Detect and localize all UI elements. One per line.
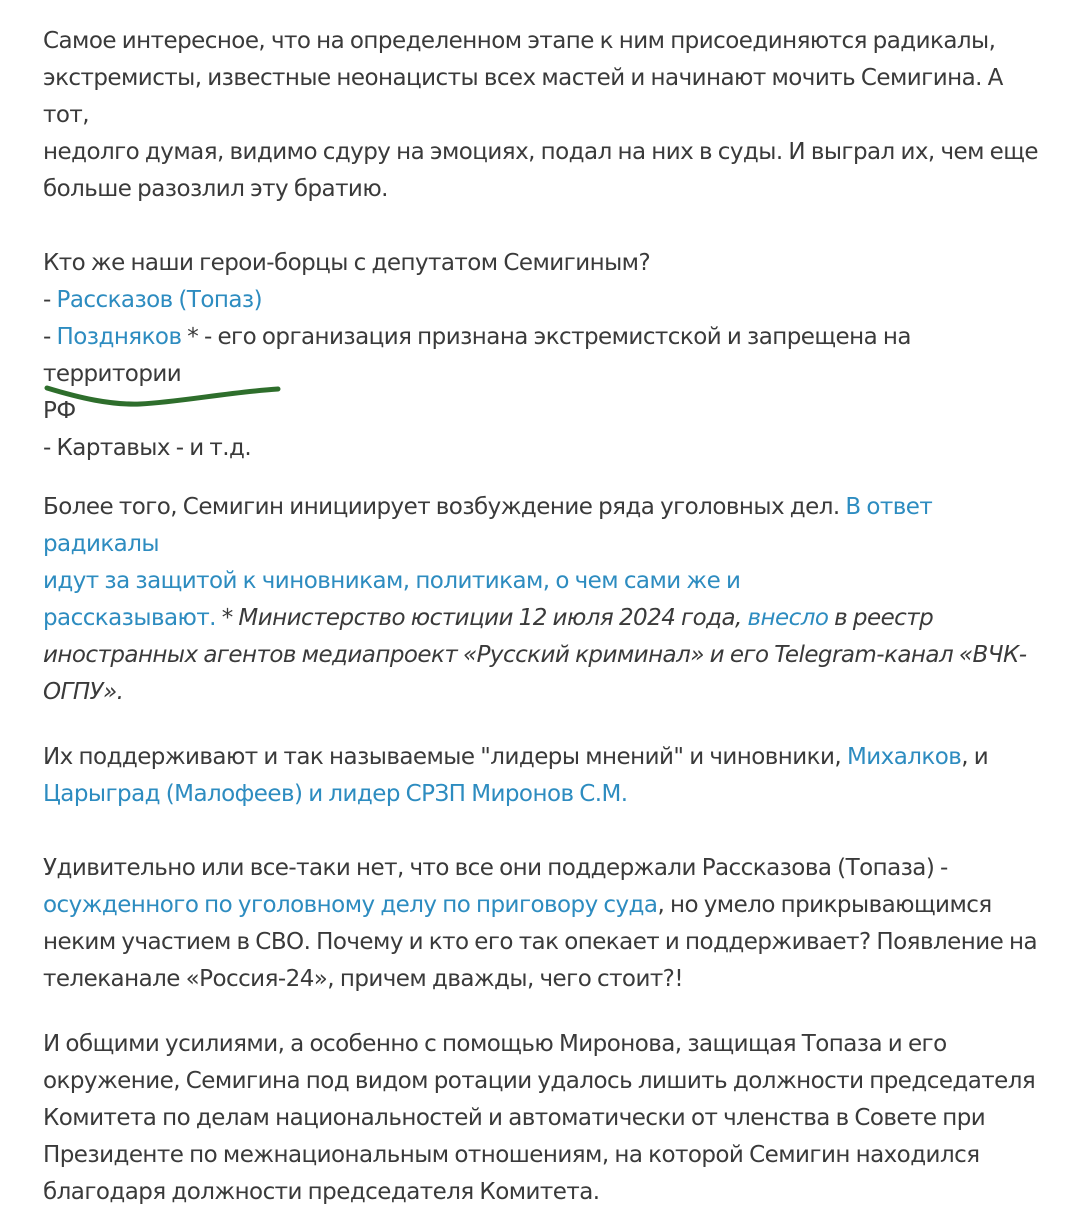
list-intro: Кто же наши герои-борцы с депутатом Семигиным? (43, 250, 651, 276)
text-segment: Более того, Семигин инициирует возбуждение ряда уголовных дел. (43, 494, 846, 520)
text-line: недолго думая, видимо сдуру на эмоциях, подал на них в суды. И выграл их, чем еще (43, 139, 1038, 165)
text-line: Президенте по межнациональным отношениям, на которой Семигин находился (43, 1142, 980, 1168)
text-line: Удивительно или все-таки нет, что все они поддержали Рассказова (Топаза) - (43, 855, 948, 881)
heroes-list (43, 245, 1053, 467)
link-mikhalkov[interactable]: Михалков (846, 744, 962, 770)
link-radicals-response[interactable]: идут за защитой к чиновникам, политикам, о чем сами же и (43, 568, 741, 594)
text-line: больше разозлил эту братию. (43, 176, 388, 202)
text-line: окружение, Семигина под видом ротации удалось лишить должности председателя (43, 1068, 1036, 1094)
text-line: экстремисты, известные неонацисты всех мастей и начинают мочить Семигина. А тот, (43, 65, 1003, 128)
text-line (43, 887, 1053, 924)
list-item-continuation: РФ (43, 398, 76, 424)
footnote-text: в реестр (828, 605, 934, 631)
paragraph-spacer (43, 467, 1053, 489)
text-line: неким участием в СВО. Почему и кто его так опекает и поддерживает? Появление на (43, 929, 1037, 955)
link-convicted[interactable]: осужденного по уголовному делу по приговору суда (43, 892, 658, 918)
link-rasskazov[interactable]: Рассказов (Топаз) (56, 287, 263, 313)
list-item: - Картавых - и т.д. (43, 435, 252, 461)
footnote-line: ОГПУ». (43, 679, 124, 705)
paragraph-spacer (43, 998, 1053, 1026)
paragraph-spacer (43, 813, 1053, 850)
link-radicals-response[interactable]: рассказывают. (43, 605, 216, 631)
text-segment: , и (961, 744, 989, 770)
link-vneslo[interactable]: внесло (747, 605, 829, 631)
footnote-line: иностранных агентов медиапроект «Русский криминал» и его Telegram-канал «ВЧК- (43, 642, 1027, 668)
paragraph-intro (43, 23, 1053, 208)
paragraph-spacer (43, 208, 1053, 245)
link-radicals-response[interactable]: В ответ радикалы (43, 494, 933, 557)
text-line: И общими усилиями, а особенно с помощью Миронова, защищая Топаза и его (43, 1031, 947, 1057)
text-line: Комитета по делам национальностей и автоматически от членства в Совете при (43, 1105, 986, 1131)
list-item (43, 319, 1053, 393)
list-item-text: * - его организация признана экстремистской и запрещена на территории (43, 324, 911, 387)
text-line: Самое интересное, что на определенном этапе к ним присоединяются радикалы, (43, 28, 996, 54)
paragraph-spacer (43, 711, 1053, 739)
article-body (43, 23, 1053, 1211)
text-segment: Их поддерживают и так называемые "лидеры мнений" и чиновники, (43, 744, 847, 770)
paragraph-criminal-cases (43, 489, 1053, 711)
text-segment: , но умело прикрывающимся (657, 892, 992, 918)
text-line (43, 489, 1053, 563)
text-line: благодаря должности председателя Комитета. (43, 1179, 600, 1205)
text-line (43, 563, 1053, 600)
link-tsargrad-mironov[interactable]: Царыград (Малофеев) и лидер СРЗП Миронов С.М. (43, 781, 628, 807)
footnote-text: * Министерство юстиции 12 июля 2024 года, (215, 605, 748, 631)
link-pozdnyakov[interactable]: Поздняков (56, 324, 182, 350)
list-dash: - (43, 324, 57, 350)
text-line (43, 600, 1053, 637)
paragraph-conclusion (43, 1026, 1053, 1211)
text-line (43, 776, 1053, 813)
paragraph-surprising (43, 850, 1053, 998)
text-line: телеканале «Россия-24», причем дважды, чего стоит?! (43, 966, 684, 992)
list-dash: - (43, 287, 57, 313)
list-item (43, 282, 1053, 319)
paragraph-supporters (43, 739, 1053, 813)
text-line (43, 739, 1053, 776)
